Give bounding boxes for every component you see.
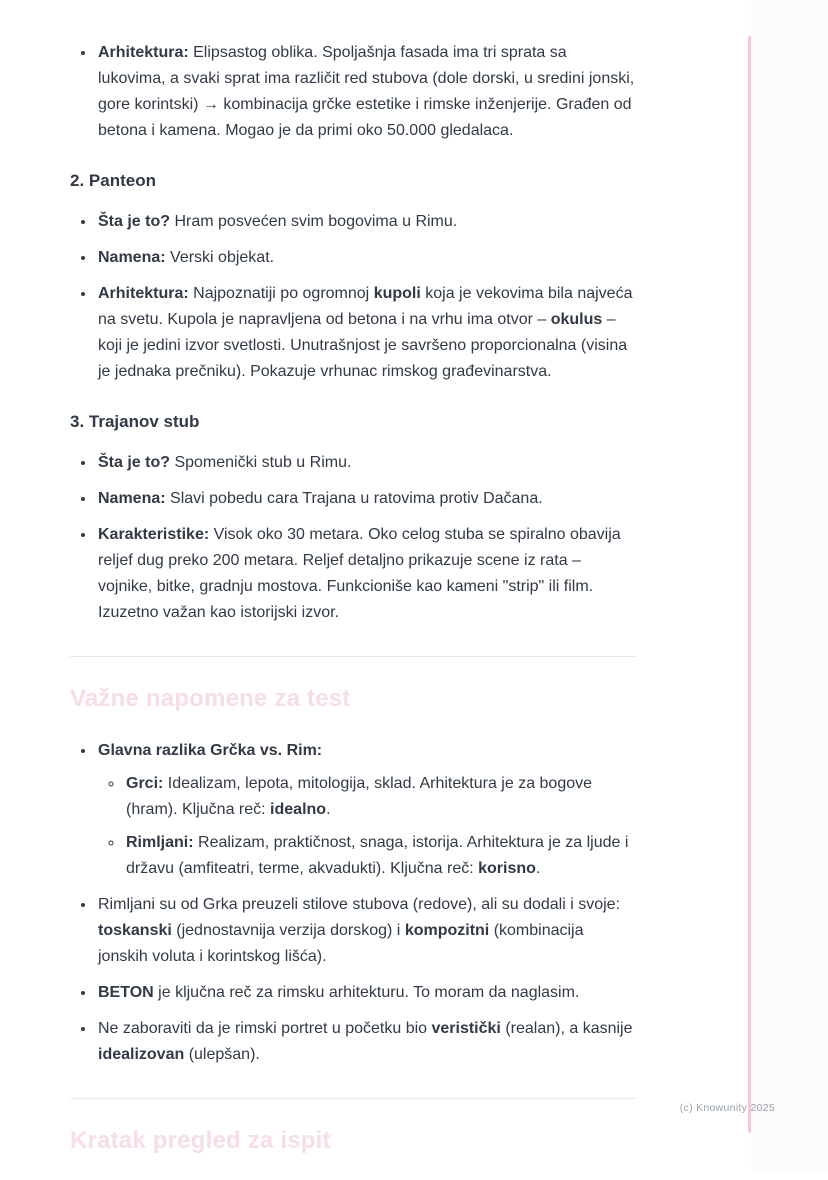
sub-list-item: ◦ Grci: Idealizam, lepota, mitologija, sklad. Arhitektura je za bogove (hram). Ključna reč: idealno. — [124, 771, 637, 823]
divider — [70, 656, 637, 657]
sub-list-item: ◦ Rimljani: Realizam, praktičnost, snaga, istorija. Arhitektura je za ljude i državu (amfiteatri, terme, akvadukti). Ključna reč: korisno. — [124, 830, 637, 882]
list-item: • Namena: Verski objekat. — [96, 245, 637, 271]
colosseum-bullet-list — [70, 40, 637, 144]
panteon-bullet-list — [70, 209, 637, 385]
list-item-text: Glavna razlika Grčka vs. Rim: — [98, 742, 323, 759]
page-edge-accent-line — [748, 36, 751, 1133]
section-heading-panteon: 2. Panteon — [70, 171, 156, 190]
list-item: • Šta je to? Spomenički stub u Rimu. — [96, 450, 637, 476]
list-item: • Rimljani su od Grka preuzeli stilove stubova (redove), ali su dodali i svoje: toskanski (jednostavnija verzija dorskog) i kompozitni (kombinacija jonskih voluta i korintskog lišća). — [96, 892, 637, 970]
list-item: • Karakteristike: Visok oko 30 metara. Oko celog stuba se spiralno obavija reljef dug preko 200 metara. Reljef detaljno prikazuje scene iz rata – vojnike, bitke, gradnju mostova. Funkcioniše kao kameni "strip" ili film. Izuzetno važan kao istorijski izvor. — [96, 522, 637, 626]
trajan-bullet-list — [70, 450, 637, 626]
list-item: • Namena: Slavi pobedu cara Trajana u ratovima protiv Dačana. — [96, 486, 637, 512]
section-heading-vazne-napomene: Važne napomene za test — [70, 685, 351, 712]
divider — [70, 1098, 637, 1099]
page-margin-tint — [751, 0, 828, 1171]
list-item: • Ne zaboraviti da je rimski portret u početku bio veristički (realan), a kasnije idealizovan (ulepšan). — [96, 1016, 637, 1068]
notes-sub-list — [98, 771, 637, 882]
list-item: • BETON je ključna reč za rimsku arhitekturu. To moram da naglasim. — [96, 980, 637, 1006]
list-item — [96, 738, 637, 882]
section-heading-trajanov-stub: 3. Trajanov stub — [70, 412, 200, 431]
section-heading-kratak-pregled: Kratak pregled za ispit — [70, 1127, 331, 1154]
copyright-notice: (c) Knowunity 2025 — [679, 1102, 775, 1114]
list-item: • Šta je to? Hram posvećen svim bogovima u Rimu. — [96, 209, 637, 235]
list-item: • Arhitektura: Elipsastog oblika. Spoljašnja fasada ima tri sprata sa lukovima, a svaki sprat ima različit red stubova (dole dorski, u sredini jonski, gore korintski) → kombinacija grčke estetike i rimske inženjerije. Građen od betona i kamena. Mogao je da primi oko 50.000 gledalaca. — [96, 40, 637, 144]
list-item: • Arhitektura: Najpoznatiji po ogromnoj kupoli koja je vekovima bila najveća na svetu. Kupola je napravljena od betona i na vrhu ima otvor – okulus – koji je jedini izvor svetlosti. Unutrašnjost je savršeno proporcionalna (visina je jednaka prečniku). Pokazuje vrhunac rimskog građevinarstva. — [96, 281, 637, 385]
document-content — [70, 40, 637, 1180]
notes-bullet-list — [70, 738, 637, 1068]
